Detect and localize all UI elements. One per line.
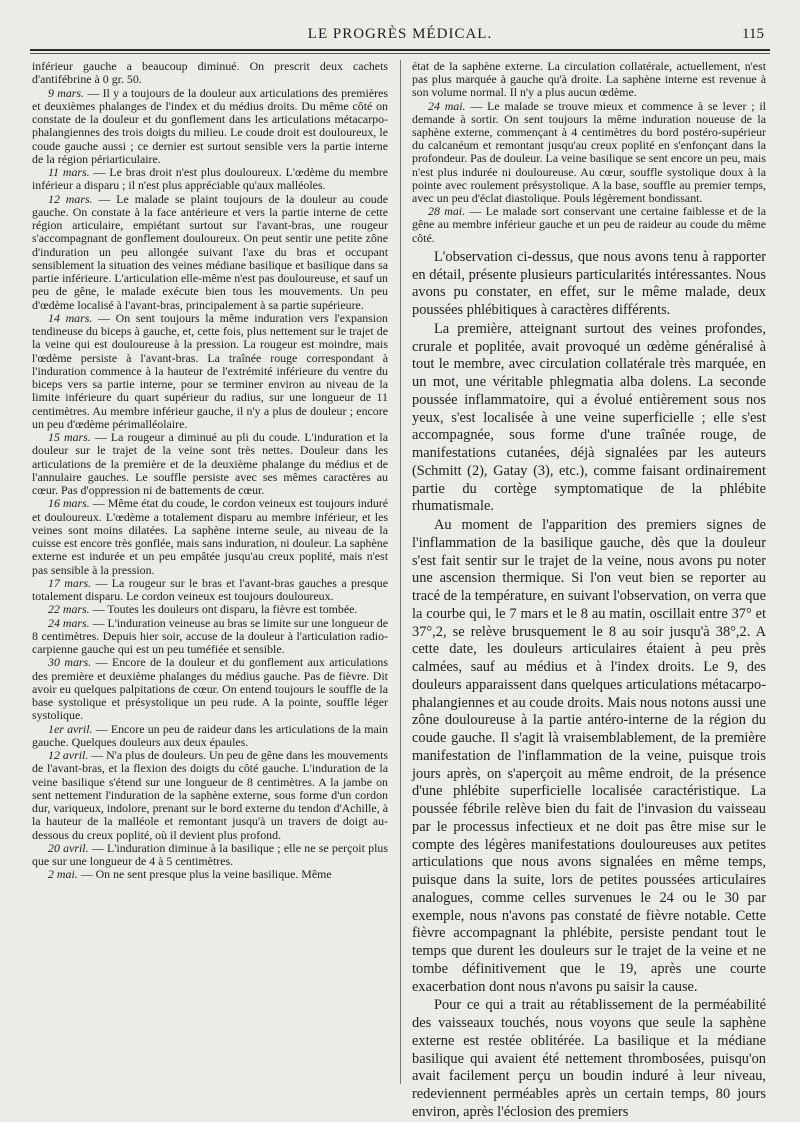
discussion-paragraph: L'observation ci-dessus, que nous avons tenu à rapporter en détail, présente plusieurs particularités intéressantes. Nous avons pu constater, en effet, sur le même malade, deux poussées phlébitiques à caractères différents. [412,248,766,319]
left-column [32,60,388,1094]
entry-date: 20 avril. [48,840,89,855]
header-rule-thin [30,53,770,54]
entry-date: 17 mars. [48,575,92,590]
entry-date: 15 mars. [48,430,91,444]
clinical-entry [412,100,766,206]
clinical-entry [32,193,388,312]
page-number: 115 [742,26,764,42]
entry-date: 24 mai. [428,98,466,113]
clinical-entry [32,166,388,193]
journal-title: LE PROGRÈS MÉDICAL. [307,26,493,42]
clinical-entry [32,87,388,167]
entry-date: 24 mars. [48,615,90,630]
entry-text: — N'a plus de douleurs. Un peu de gêne dans les mouvements de l'avant-bras, et la flexion des doigts du côté gauche. L'induration de la veine basilique s'étend sur une longueur de 8 centimètres. A la jambe on sent nettement l'induration de la saphène externe, sous forme d'un cordon dur, variqueux, indolore, prenant sur le bord externe du tendon d'Achille, à la hauteur de la malléole et remontant jusqu'à un travers de doigt au-dessous du creux poplité, où il devient plus profond. [32,748,388,842]
entry-text: — L'induration veineuse au bras se limite sur une longueur de 8 centimètres. Depuis hier soir, accuse de la douleur à l'articulation radio-carpienne gauche qui est un peu tuméfiée et sensible. [32,615,388,656]
entry-date: 30 mars. [48,655,92,670]
entry-date: 12 mars. [48,191,93,206]
clinical-entry [412,205,766,245]
discussion-paragraph: Pour ce qui a trait au rétablissement de la perméabilité des vaisseaux touchés, nous voyons que seule la saphène externe est restée oblitérée. La basilique et la médiane basilique qui avaient été nettement thrombosées, puisqu'on avait facilement perçu un boudin induré à leur niveau, redeviennent perméables après un certain temps, 80 jours environ, après l'éclosion des premiers [412,997,766,1120]
entry-text: état de la saphène externe. La circulation collatérale, actuellement, n'est pas plus marquée à gauche qu'à droite. La saphène interne est revenue à son volume normal. Il n'y a plus aucun œdème. [412,59,766,100]
entry-date: 28 mai. [428,204,466,219]
entry-date: 1er avril. [48,721,93,736]
entry-date: 16 mars. [48,496,90,511]
entry-text: — Même état du coude, le cordon veineux est toujours induré et douloureux. L'œdème a totalement disparu au membre inférieur, et les veines sont moins dilatées. La saphène interne seule, au niveau de la cuisse est encore très gonflée, mais sans induration, ni douleur. La saphène externe est indurée et un peu empâtée jusqu'au creux poplité, mais n'est pas sensible à la pression. [32,496,389,577]
entry-text: inférieur gauche a beaucoup diminué. On prescrit deux cachets d'antifébrine à 0 gr. 50. [32,59,388,87]
clinical-entry [412,60,766,100]
right-column [412,59,766,1120]
clinical-entry [32,603,388,616]
entry-text: — Encore un peu de raideur dans les articulations de la main gauche. Quelques douleurs aux deux épaules. [32,721,388,749]
clinical-entry [32,577,388,604]
clinical-entry [32,60,388,87]
entry-text: — Toutes les douleurs ont disparu, la fièvre est tombée. [92,602,358,617]
entry-text: — Le bras droit n'est plus douloureux. L'œdème du membre inférieur a disparu ; il n'est plus appréciable qu'aux malléoles. [32,165,388,193]
entry-date: 9 mars. [48,85,85,100]
observation-continuation [412,60,766,245]
clinical-entry [32,431,388,497]
entry-text: — La rougeur sur le bras et l'avant-bras gauches a presque totalement disparu. Le cordon veineux est toujours douloureux. [32,575,388,603]
entry-text: — L'induration diminue à la basilique ; elle ne se perçoit plus que sur une longueur de 4 à 5 centimètres. [32,840,388,868]
entry-text: — On sent toujours la même induration vers l'expansion tendineuse du biceps à gauche, et, cette fois, plus nettement sur le trajet de la veine qui est douloureuse à la pression. La rougeur est moindre, mais l'œdème persiste à l'avant-bras. La traînée rouge correspondant à l'induration commence à la hauteur de l'extrémité inférieure du ventre du biceps vers sa partie interne, pour se terminer environ au niveau de la limite inférieure du quart supérieur du radius, sur une longueur de 11 centimètres. Au membre inférieur gauche, il n'y a plus de douleur ; encore un peu d'œdème périmalléolaire. [32,310,389,431]
entry-text: — Le malade sort conservant une certaine faiblesse et de la gêne au membre inférieur gauche et un peu de raideur au coude du même côté. [412,204,766,245]
entry-date: 2 mai. [48,867,78,882]
discussion-paragraph: La première, atteignant surtout des veines profondes, crurale et poplitée, avait provoqué un œdème généralisé à tout le membre, avec circulation collatérale très marquée, en un mot, une véritable phlegmatia alba dolens. La seconde poussée inflammatoire, qui a évolué entièrement sous nos yeux, s'est localisée à une veine superficielle ; elle s'est accompagnée, sous forme d'une traînée rouge, de manifestations cutanées, déjà signalées par les auteurs (Schmitt (2), Gatay (3), etc.), comme faisant ordinairement partie du cortège symptomatique de la phlébite rhumatismale. [412,320,766,515]
entry-text: — On ne sent presque plus la veine basilique. Même [80,867,332,882]
entry-date: 11 mars. [48,165,90,179]
entry-text: — Il y a toujours de la douleur aux articulations des premières et deuxièmes phalanges de l'index et du médius droits. Du même côté on constate de la douleur et du gonflement dans les articulations métacarpo-phalangiennes des trois doigts du milieu. Le coude droit est douloureux, le coude gauche aussi ; ce dernier est surtout sensible vers la partie interne de la région périarticulaire. [32,85,388,166]
entry-text: — Le malade se plaint toujours de la douleur au coude gauche. On constate à la face antérieure et vers la partie interne de cette région articulaire, empiétant surtout sur l'avant-bras, une rougeur s'accompagnant de gonflement douloureux. On peut sentir une petite zône d'induration un peu allongée suivant l'axe du bras et occupant sensiblement la situation des veines médiane basilique et basilique dans sa partie inférieure. L'articulation elle-même n'est pas douloureuse, et sauf un peu de gêne, le malade exécute bien tous les mouvements. Un peu d'œdème localisé à l'avant-bras, principalement à sa partie supérieure. [32,191,388,312]
clinical-entry [32,312,388,431]
entry-text: — Encore de la douleur et du gonflement aux articulations des première et deuxième phalanges du médius gauche. Pas de fièvre. Dit avoir eu quelques palpitations de cœur. On entend toujours le souffle de la base systolique et présystolique un peu rude. A la pointe, souffle léger systolique. [32,655,388,723]
running-header [30,26,770,48]
discussion-paragraph: Au moment de l'apparition des premiers signes de l'inflammation de la basilique gauche, dès que la douleur s'est fait sentir sur le trajet de la veine, nous avons pu noter une ascension thermique. Si l'on veut bien se reporter au tracé de la température, en suivant l'observation, on verra que la courbe qui, le 7 mars et le 8 au matin, oscillait entre 37° et 37°,2, se relève brusquement le 8 au soir jusqu'à 38°,2. A cette date, les douleurs articulaires étaient à peu près calmées, sauf au médius et à l'index droits. Le 9, des douleurs apparaissent dans quelques articulations métacarpo-phalangiennes et au coude droits. Mais nous notons aussi une zône douloureuse à la partie antéro-interne de la région du coude gauche. Il s'agit là vraisemblablement, de la première manifestation de l'inflammation de la veine, puisque trois jours après, on s'aperçoit au même endroit, de la présence d'une phlébite superficielle localisée caractéristique. La poussée fébrile relève bien du fait de l'invasion du vaisseau par le processus infectieux et ne doit pas être mise sur le compte des légères manifestations douloureuses aux petites articulations que nous avons signalées en même temps, puisque dans la suite, lors de petites poussées articulaires analogues, comme celles survenues le 24 ou le 30 par exemple, nous n'avons pas constaté de fièvre notable. Cette fièvre accompagnant la phlébite, persiste pendant tout le temps que durent les douleurs sur le trajet de la veine et ne tombe définitivement que le 19, après une courte exacerbation dont nous n'avons pu saisir la cause. [412,517,766,995]
entry-date: 14 mars. [48,310,93,325]
clinical-entry [32,617,388,657]
entry-date: 12 avril. [48,748,89,762]
entry-text: — La rougeur a diminué au pli du coude. L'induration et la douleur sur le trajet de la veine sont très nettes. Douleur dans les articulations de la première et de la deuxième phalange du médius et de l'annulaire gauches. Le souffle persiste avec ses mêmes caractères au cœur. Pas d'oppression ni de battements de cœur. [32,430,388,497]
clinical-entry [32,497,388,577]
clinical-entry [32,842,388,869]
entry-text: — Le malade se trouve mieux et commence à se lever ; il demande à sortir. On sent toujours la même induration noueuse de la saphène externe, commençant à 4 centimètres du bord postéro-supérieur du calcanéum et remontant jusqu'au creux poplité en s'enfonçant dans la profondeur. Pas de douleur. La veine basilique se sent encore un peu, mais n'est plus indurée ni douloureuse. Au cœur, souffle systolique doux à la pointe avec roulement présystolique. A la base, souffle au premier temps, avec un peu d'éclat diastolique. Pouls légèrement bondissant. [412,98,766,206]
discussion-text [412,249,766,1122]
header-rule-thick [30,49,770,51]
entry-date: 22 mars. [48,602,90,617]
clinical-entry [32,656,388,722]
clinical-entry [32,868,388,881]
clinical-entry [32,749,388,842]
column-divider [400,60,401,1084]
clinical-entry [32,723,388,750]
